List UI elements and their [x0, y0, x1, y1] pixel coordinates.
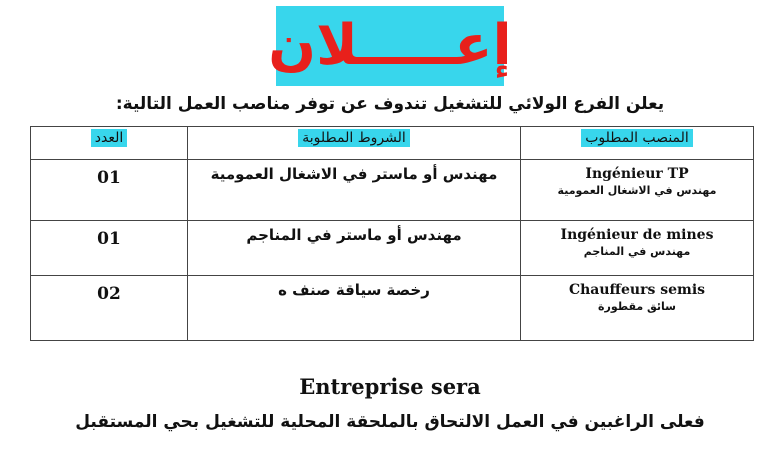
post-title-fr: Chauffeurs semis	[568, 282, 706, 298]
header-count-label: العدد	[91, 129, 128, 147]
conditions-text: مهندس أو ماستر في المناجم	[246, 226, 462, 244]
table-header-row	[31, 127, 754, 160]
count-cell	[31, 276, 188, 341]
count-value: 01	[97, 168, 121, 188]
count-value: 02	[97, 284, 121, 304]
conditions-cell	[188, 221, 521, 276]
conditions-cell	[188, 276, 521, 341]
count-cell	[31, 160, 188, 221]
post-title-ar: سائق مقطورة	[598, 300, 676, 313]
intro-text: يعلن الفرع الولائي للتشغيل تندوف عن توفر مناصب العمل التالية:	[115, 94, 665, 114]
conditions-text: رخصة سياقة صنف ه	[278, 281, 430, 299]
footer-instructions: فعلى الراغبين في العمل الالتحاق بالملحقة المحلية للتشغيل بحي المستقبل	[75, 412, 705, 432]
post-title-fr: Ingénieur TP	[585, 166, 689, 182]
conditions-cell	[188, 160, 521, 221]
post-title-ar: مهندس في المناجم	[583, 245, 691, 258]
jobs-table	[30, 126, 754, 341]
post-title-ar: مهندس في الاشغال العمومية	[557, 184, 717, 197]
count-cell	[31, 221, 188, 276]
header-post	[521, 127, 754, 160]
post-title-fr: Ingénieur de mines	[560, 227, 714, 243]
table-row	[31, 160, 754, 221]
count-value: 01	[97, 229, 121, 249]
post-cell	[521, 221, 754, 276]
header-conditions-label: الشروط المطلوبة	[298, 129, 410, 147]
company-name: Entreprise sera	[299, 374, 481, 399]
title-banner	[268, 6, 512, 86]
table-row	[31, 276, 754, 341]
header-post-label: المنصب المطلوب	[581, 129, 693, 147]
header-count	[31, 127, 188, 160]
header-conditions	[188, 127, 521, 160]
conditions-text: مهندس أو ماستر في الاشغال العمومية	[210, 165, 498, 183]
post-cell	[521, 276, 754, 341]
post-cell	[521, 160, 754, 221]
announcement-title: إعـــــلان	[268, 13, 512, 78]
table-row	[31, 221, 754, 276]
